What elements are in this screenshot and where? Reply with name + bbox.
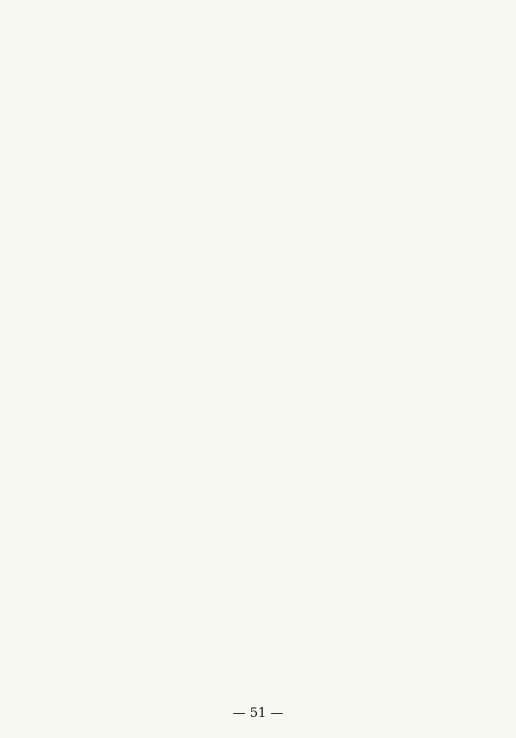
page-number: — 51 — — [232, 706, 284, 721]
text-block-bottom — [40, 372, 480, 694]
text-block-top — [40, 28, 480, 350]
